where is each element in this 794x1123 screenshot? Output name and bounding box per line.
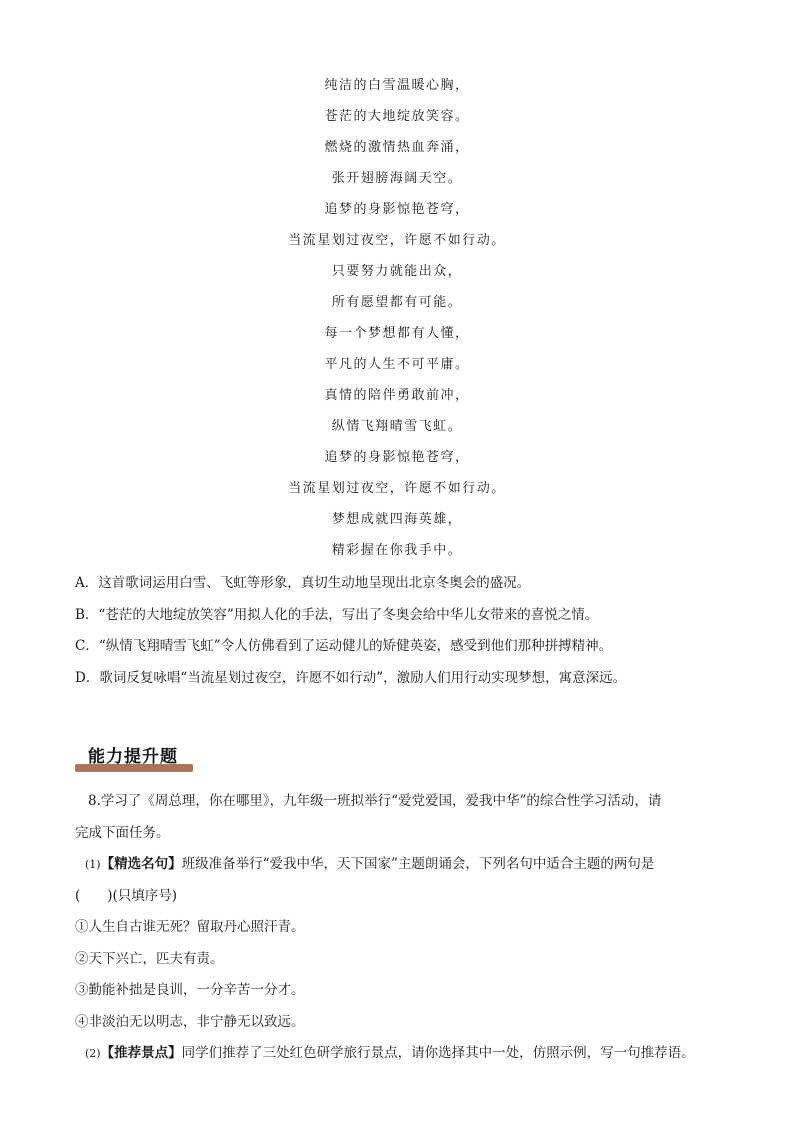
task-2-number: (2) (85, 1047, 101, 1060)
lyric-line: 追梦的身影惊艳苍穹， (324, 450, 470, 465)
lyric-line: 真情的陪伴勇敢前冲， (324, 388, 470, 403)
lyric-line: 当流星划过夜空，许愿不如行动。 (288, 481, 506, 496)
choice-4: ④非淡泊无以明志，非宁静无以致远。 (75, 1013, 305, 1030)
lyric-line: 平凡的人生不可平庸。 (324, 357, 470, 372)
answer-blank: ( )(只填序号) (75, 887, 178, 904)
lyric-line: 精彩握在你我手中。 (331, 543, 463, 558)
lyric-line: 追梦的身影惊艳苍穹， (324, 202, 470, 217)
song-lyrics (0, 70, 794, 566)
lyric-line: 梦想成就四海英雄， (331, 512, 463, 527)
lyric-line: 只要努力就能出众， (331, 264, 463, 279)
question-intro: 8.学习了《周总理，你在哪里》，九年级一班拟举行“爱党爱国，爱我中华”的综合性学习活动，请 (88, 793, 662, 809)
lyric-line: 每一个梦想都有人懂， (324, 326, 470, 341)
question-intro-continued: 完成下面任务。 (75, 824, 170, 841)
choice-3: ③勤能补拙是良训，一分辛苦一分才。 (75, 982, 305, 998)
answer-options (75, 568, 755, 694)
option-b: B．“苍茫的大地绽放笑容”用拟人化的手法，写出了冬奥会给中华儿女带来的喜悦之情。 (75, 606, 599, 623)
section-header (75, 742, 195, 774)
lyric-line: 纯洁的白雪温暖心胸， (324, 78, 470, 93)
section-title: 能力提升题 (88, 747, 178, 767)
option-c: C．“纵情飞翔晴雪飞虹”令人仿佛看到了运动健儿的矫健英姿，感受到他们那种拼搏精神。 (75, 638, 613, 654)
task-1-text: 班级准备举行“爱我中华，天下国家”主题朗诵会，下列名句中适合主题的两句是 (181, 856, 655, 872)
task-1 (75, 849, 735, 881)
question-8 (75, 786, 735, 1070)
lyric-line: 纵情飞翔晴雪飞虹。 (331, 419, 463, 434)
task-1-number: (1) (85, 858, 101, 871)
option-d: D．歌词反复咏唱“当流星划过夜空，许愿不如行动”，激励人们用行动实现梦想，寓意深远。 (75, 669, 627, 686)
task-2-tag: 【推荐景点】 (100, 1045, 182, 1061)
lyric-line: 燃烧的激情热血奔涌， (324, 140, 470, 155)
option-a: A．这首歌词运用白雪、飞虹等形象，真切生动地呈现出北京冬奥会的盛况。 (75, 575, 531, 591)
choice-1: ①人生自古谁无死？留取丹心照汗青。 (75, 919, 305, 935)
lyric-line: 当流星划过夜空，许愿不如行动。 (288, 233, 506, 248)
task-2 (75, 1038, 735, 1070)
lyric-line: 苍茫的大地绽放笑容。 (324, 109, 470, 124)
lyric-line: 所有愿望都有可能。 (331, 295, 463, 310)
lyric-line: 张开翅膀海阔天空。 (331, 171, 463, 186)
task-2-text: 同学们推荐了三处红色研学旅行景点，请你选择其中一处，仿照示例，写一句推荐语。 (181, 1045, 695, 1061)
choice-2: ②天下兴亡，匹夫有责。 (75, 950, 224, 967)
task-1-tag: 【精选名句】 (100, 856, 182, 872)
